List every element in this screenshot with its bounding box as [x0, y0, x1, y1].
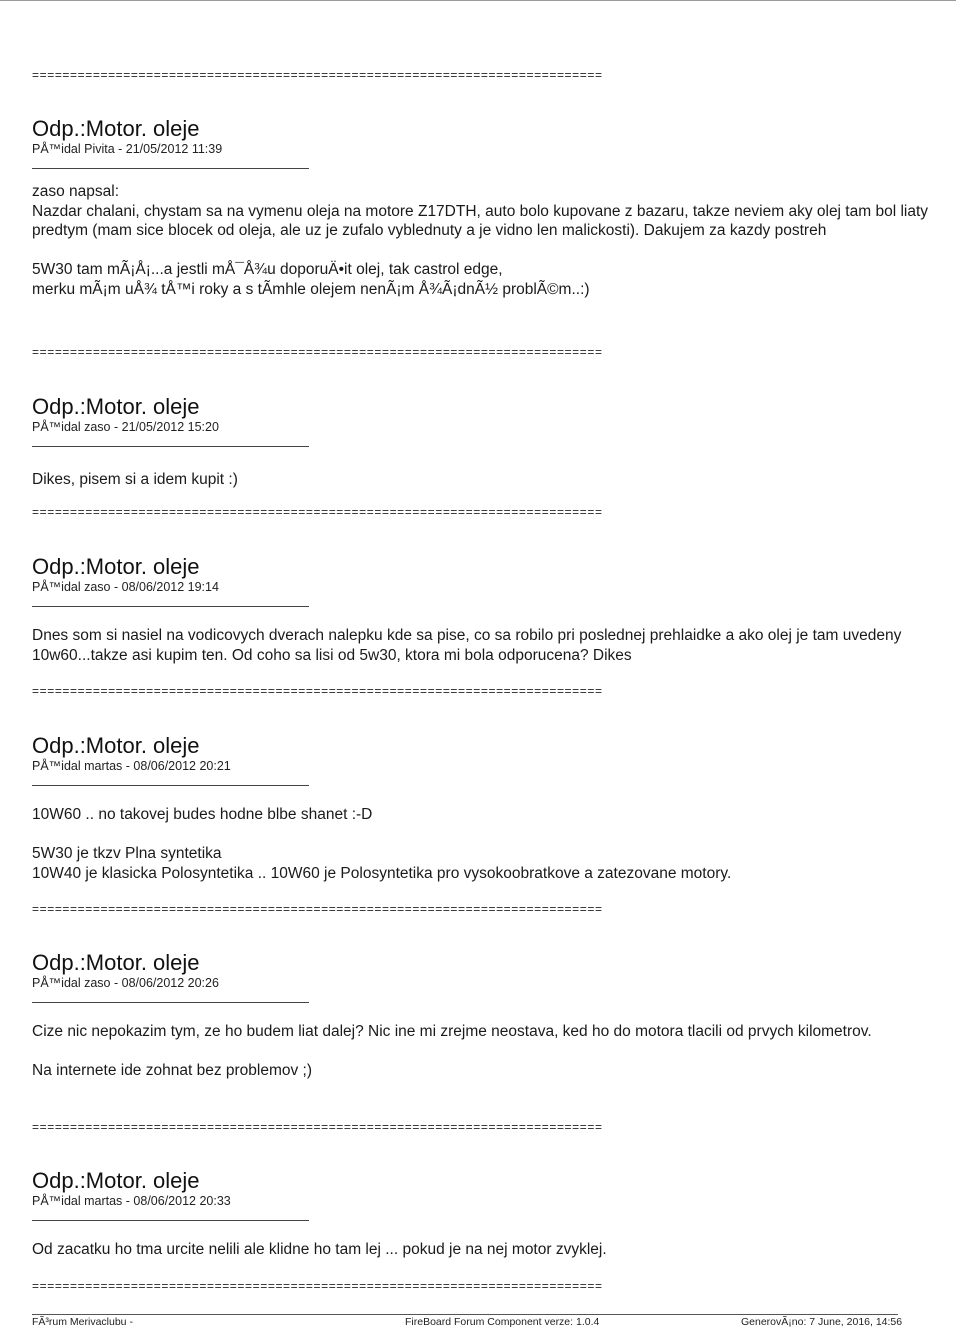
forum-post [32, 1169, 932, 1260]
forum-post [32, 734, 932, 883]
post-title: Odp.:Motor. oleje [32, 394, 200, 419]
forum-post [32, 117, 932, 299]
post-separator: =========================================================================== [32, 345, 603, 359]
post-title: Odp.:Motor. oleje [32, 733, 200, 758]
post-body [32, 1022, 932, 1081]
post-paragraph: 5W30 je tkzv Plna syntetika 10W40 je klasicka Polosyntetika .. 10W60 je Polosyntetika pro vysokoobratkove a zatezovane motory. [32, 845, 732, 882]
post-body [32, 805, 932, 883]
post-author-date: PÅ™idal martas - 08/06/2012 20:33 [32, 1194, 231, 1208]
meta-divider [32, 446, 309, 447]
post-author-date: PÅ™idal zaso - 08/06/2012 20:26 [32, 976, 219, 990]
post-separator: =========================================================================== [32, 1279, 603, 1293]
post-separator: =========================================================================== [32, 505, 603, 519]
post-title: Odp.:Motor. oleje [32, 950, 200, 975]
forum-post [32, 395, 932, 490]
post-paragraph: 10W60 .. no takovej budes hodne blbe shanet :-D [32, 806, 373, 823]
post-paragraph: Dnes som si nasiel na vodicovych dverach nalepku kde sa pise, co sa robilo pri poslednej prehlaidke a ako olej je tam uvedeny 10w60...takze asi kupim ten. Od coho sa lisi od 5w30, ktora mi bola odporucena? Dikes [32, 627, 902, 664]
post-author-date: PÅ™idal zaso - 08/06/2012 19:14 [32, 580, 219, 594]
post-author-date: PÅ™idal zaso - 21/05/2012 15:20 [32, 420, 219, 434]
page-top-border [0, 0, 956, 1]
post-paragraph: Dikes, pisem si a idem kupit :) [32, 471, 238, 488]
post-separator: =========================================================================== [32, 68, 603, 82]
post-body [32, 182, 932, 299]
post-title: Odp.:Motor. oleje [32, 1168, 200, 1193]
post-title: Odp.:Motor. oleje [32, 554, 200, 579]
post-body [32, 1240, 932, 1260]
post-paragraph: Na internete ide zohnat bez problemov ;) [32, 1062, 313, 1079]
post-paragraph: Cize nic nepokazim tym, ze ho budem liat dalej? Nic ine mi zrejme neostava, ked ho do motora tlacili od prvych kilometrov. [32, 1023, 872, 1040]
meta-divider [32, 606, 309, 607]
footer-component-version: FireBoard Forum Component verze: 1.0.4 [405, 1316, 600, 1328]
footer-generated-date: GenerovÃ¡no: 7 June, 2016, 14:56 [741, 1316, 903, 1328]
meta-divider [32, 785, 309, 786]
footer-divider [32, 1314, 898, 1315]
post-separator: =========================================================================== [32, 1120, 603, 1134]
forum-post [32, 951, 932, 1081]
post-body [32, 626, 932, 665]
post-author-date: PÅ™idal martas - 08/06/2012 20:21 [32, 759, 231, 773]
post-separator: =========================================================================== [32, 684, 603, 698]
post-body [32, 470, 932, 490]
post-paragraph: Od zacatku ho tma urcite nelili ale klidne ho tam lej ... pokud je na nej motor zvyklej. [32, 1241, 607, 1258]
meta-divider [32, 1002, 309, 1003]
meta-divider [32, 168, 309, 169]
post-title: Odp.:Motor. oleje [32, 116, 200, 141]
post-paragraph: 5W30 tam mÃ¡Å¡...a jestli mÅ¯Å¾u doporuÄ•it olej, tak castrol edge, merku mÃ¡m uÅ¾ tÅ™i roky a s tÃmhle olejem nenÃ¡m Å¾Ã¡dnÃ½ problÃ©m..:) [32, 261, 590, 298]
post-paragraph: zaso napsal: Nazdar chalani, chystam sa na vymenu oleja na motore Z17DTH, auto bolo kupovane z bazaru, takze neviem aky olej tam bol liaty predtym (mam sice blocek od oleja, ale uz je zufalo vyblednuty a je vidno len malickosti). Dakujem za kazdy postreh [32, 183, 929, 239]
forum-post [32, 555, 932, 665]
footer-forum-name: FÃ³rum Merivaclubu - [32, 1316, 133, 1328]
post-separator: =========================================================================== [32, 902, 603, 916]
meta-divider [32, 1220, 309, 1221]
post-author-date: PÅ™idal Pivita - 21/05/2012 11:39 [32, 142, 223, 156]
